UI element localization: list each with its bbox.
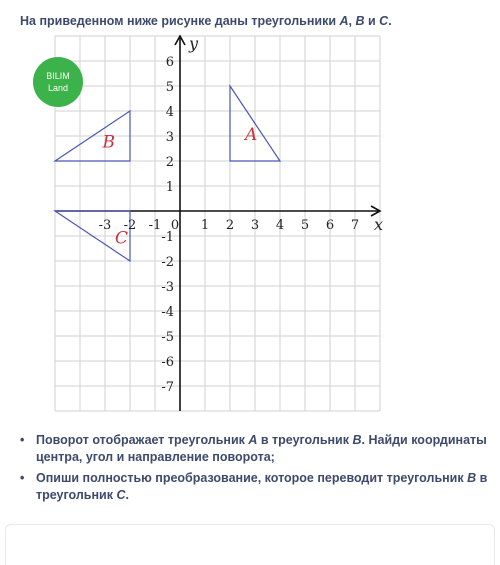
y-tick-label: 2 (165, 155, 174, 170)
y-tick-label: -2 (161, 255, 174, 270)
triangle-label-c: C (115, 228, 129, 249)
x-tick-label: 3 (250, 218, 260, 233)
logo-badge (33, 57, 83, 107)
task2-text-3: . (125, 488, 129, 502)
x-tick-label: 4 (275, 218, 285, 233)
y-tick-label: -3 (161, 280, 174, 295)
y-tick-label: 1 (165, 180, 174, 195)
y-tick-label: -5 (161, 330, 174, 345)
task2-text-2: в треугольник (36, 471, 488, 502)
logo-line1: BILIM (46, 71, 70, 81)
triangle-label-a: A (245, 124, 258, 145)
y-axis-label: y (189, 34, 199, 53)
y-tick-label: 3 (165, 130, 174, 145)
x-tick-label: -2 (123, 218, 137, 233)
title-text: На приведенном ниже рисунке даны треугольники (20, 14, 340, 28)
bullet-icon: • (20, 433, 25, 447)
x-tick-label: 6 (325, 218, 335, 233)
y-tick-label: -6 (161, 355, 174, 370)
x-axis-label: x (374, 215, 384, 234)
answer-area[interactable] (5, 524, 495, 565)
task2-triangle-c: C (116, 488, 126, 502)
x-tick-label: -3 (98, 218, 112, 233)
bilim-land-logo (33, 57, 83, 107)
problem-title (20, 14, 490, 28)
y-tick-label: -1 (161, 230, 174, 245)
task2-text-1: Опиши полностью преобразование, которое переводит треугольник (36, 471, 468, 485)
task-item-rotation (18, 432, 488, 466)
x-tick-label: -1 (148, 218, 162, 233)
task-item-transformation (18, 470, 488, 504)
task1-text-1: Поворот отображает треугольник (36, 433, 249, 447)
x-tick-label: 7 (350, 218, 360, 233)
task2-triangle-b: B (467, 471, 477, 485)
title-triangle-c: C (379, 14, 389, 28)
tick-labels (99, 34, 383, 395)
y-tick-label: -4 (161, 305, 174, 320)
y-tick-label: 5 (165, 80, 174, 95)
title-period: . (388, 14, 392, 28)
triangle-label-b: B (102, 132, 115, 153)
task1-text-2: в треугольник (257, 433, 353, 447)
task1-text-3: . Найди координаты центра, угол и направление поворота; (36, 433, 487, 464)
task1-triangle-a: A (248, 433, 258, 447)
x-tick-label: 2 (225, 218, 235, 233)
bullet-icon: • (20, 471, 25, 485)
coordinate-plane (30, 34, 400, 410)
title-triangle-a: A (339, 14, 349, 28)
task-list (18, 432, 488, 508)
coordinate-diagram (30, 34, 400, 410)
logo-line2: Land (47, 83, 69, 93)
origin-label: 0 (170, 218, 180, 233)
x-tick-label: 1 (200, 218, 210, 233)
title-triangle-b: B (355, 14, 365, 28)
y-tick-label: 4 (165, 105, 174, 120)
title-conjunction: и (364, 14, 380, 28)
y-tick-label: 6 (165, 55, 174, 70)
title-separator: , (348, 14, 356, 28)
y-tick-label: -7 (161, 380, 174, 395)
task1-triangle-b: B (352, 433, 362, 447)
x-tick-label: 5 (300, 218, 310, 233)
